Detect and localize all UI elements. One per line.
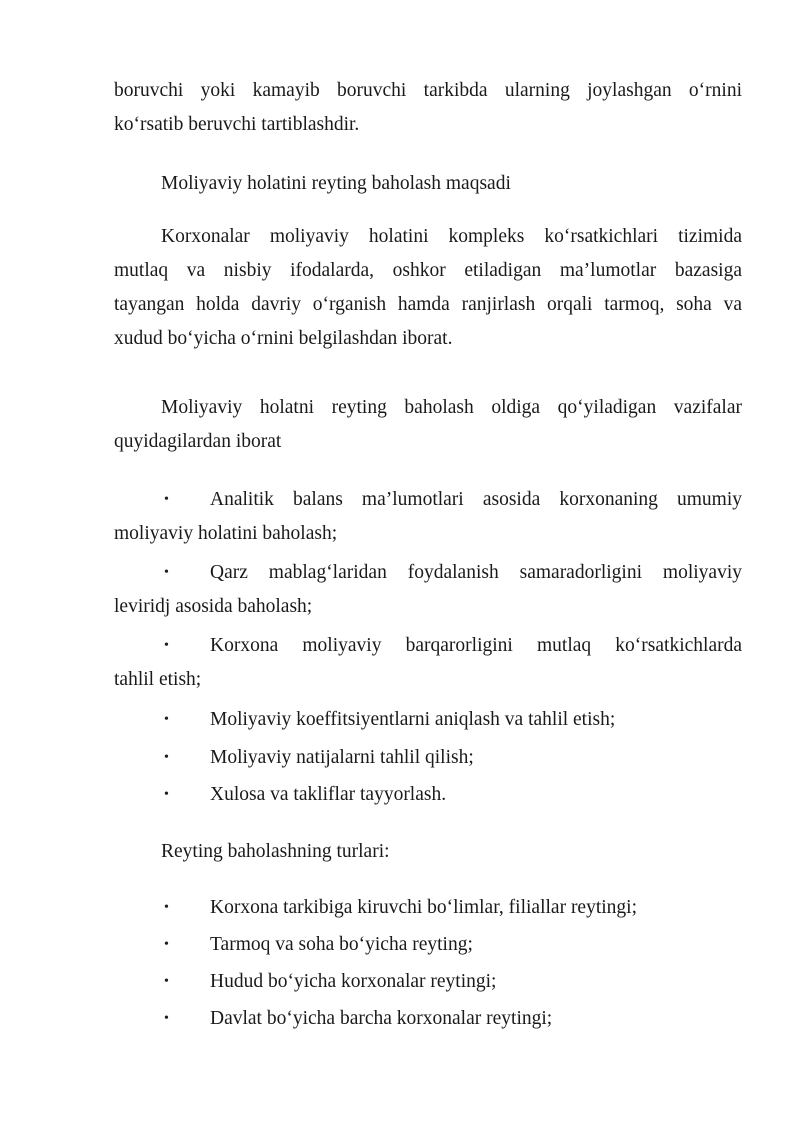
paragraph-line: ko‘rsatib beruvchi tartiblashdir.: [114, 114, 360, 135]
paragraph-line: xudud bo‘yicha o‘rnini belgilashdan iborat.: [114, 328, 453, 349]
paragraph-line: boruvchi yoki kamayib boruvchi tarkibda ularning joylashgan o‘rnini: [114, 80, 742, 101]
list-item-line: Moliyaviy koeffitsiyentlarni aniqlash va tahlil etish;: [210, 709, 616, 730]
bullet-icon: •: [164, 638, 169, 653]
bullet-icon: •: [164, 492, 169, 507]
list-item-line: Hudud bo‘yicha korxonalar reytingi;: [210, 971, 497, 992]
bullet-icon: •: [164, 937, 169, 952]
bullet-icon: •: [164, 974, 169, 989]
bullet-icon: •: [164, 1011, 169, 1026]
list-item: [114, 629, 742, 697]
bullet-icon: •: [164, 750, 169, 765]
paragraph-continuation: [114, 74, 742, 142]
paragraph-line: tayangan holda davriy o‘rganish hamda ranjirlash orqali tarmoq, soha va: [114, 294, 742, 315]
list-item-line: leviridj asosida baholash;: [114, 596, 313, 617]
list-item-line: Qarz mablag‘laridan foydalanish samaradorligini moliyaviy: [210, 562, 742, 583]
bullet-icon: •: [164, 712, 169, 727]
bullet-icon: •: [164, 900, 169, 915]
list-item-line: moliyaviy holatini baholash;: [114, 523, 338, 544]
list-item: [114, 778, 742, 812]
list-item: [114, 891, 742, 925]
list-item: [114, 928, 742, 962]
bullet-icon: •: [164, 565, 169, 580]
paragraph-line: Korxonalar moliyaviy holatini kompleks ko‘rsatkichlari tizimida: [161, 226, 742, 247]
list-item: [114, 703, 742, 737]
list-item: [114, 483, 742, 551]
bullet-icon: •: [164, 787, 169, 802]
list-item-line: Tarmoq va soha bo‘yicha reyting;: [210, 934, 473, 955]
paragraph-line: quyidagilardan iborat: [114, 431, 282, 452]
list-item: [114, 556, 742, 624]
paragraph-line: mutlaq va nisbiy ifodalarda, oshkor etiladigan ma’lumotlar bazasiga: [114, 260, 742, 281]
list-item-line: Korxona tarkibiga kiruvchi bo‘limlar, filiallar reytingi;: [210, 897, 638, 918]
list-item-line: tahlil etish;: [114, 669, 202, 690]
paragraph-line: Moliyaviy holatni reyting baholash oldiga qo‘yiladigan vazifalar: [161, 397, 742, 418]
section-heading-types: Reyting baholashning turlari:: [161, 841, 390, 862]
section-heading-purpose: Moliyaviy holatini reyting baholash maqsadi: [161, 173, 511, 194]
list-item-line: Korxona moliyaviy barqarorligini mutlaq ko‘rsatkichlarda: [210, 635, 742, 656]
list-item: [114, 741, 742, 775]
list-item-line: Xulosa va takliflar tayyorlash.: [210, 784, 447, 805]
list-item-line: Analitik balans ma’lumotlari asosida korxonaning umumiy: [210, 489, 742, 510]
paragraph-tasks-intro: [114, 391, 742, 459]
paragraph-purpose: [114, 220, 742, 356]
list-item-line: Davlat bo‘yicha barcha korxonalar reytingi;: [210, 1008, 553, 1029]
list-item-line: Moliyaviy natijalarni tahlil qilish;: [210, 747, 474, 768]
list-item: [114, 965, 742, 999]
list-item: [114, 1002, 742, 1036]
